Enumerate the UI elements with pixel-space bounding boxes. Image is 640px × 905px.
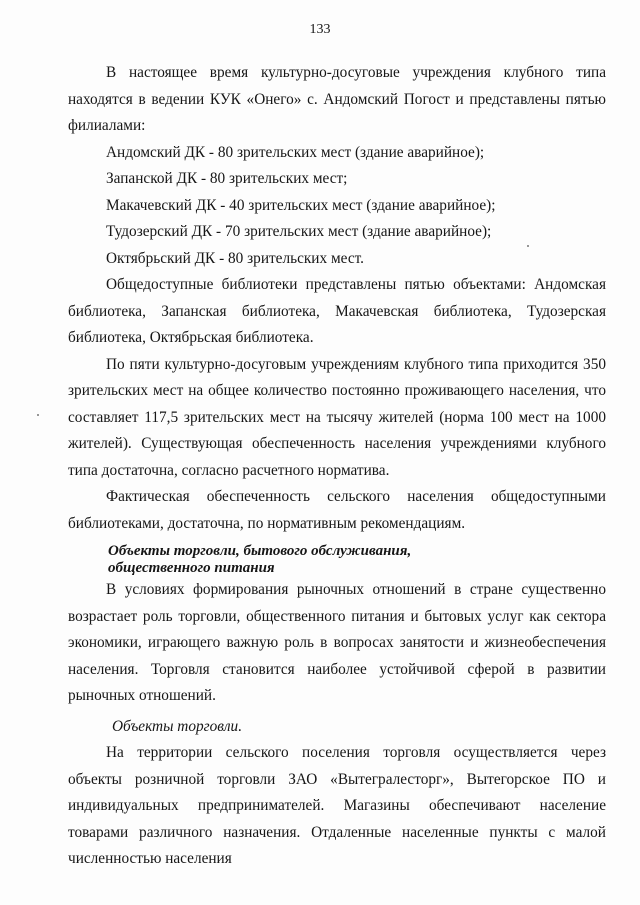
scan-speck [527,245,529,247]
list-item: Тудозерский ДК - 70 зрительских мест (здание аварийное); [106,223,492,240]
libraries-paragraph: Общедоступные библиотеки представлены пятью объектами: Андомская библиотека, Запанская библиотека, Макачевская библиотека, Тудозерская библиотека, Октябрьская библиотека. [68,276,606,346]
list-item: Андомский ДК - 80 зрительских мест (здание аварийное); [106,143,485,161]
trade-paragraph: На территории сельского поселения торговля осуществляется через объекты розничной торговли ЗАО «Вытегралесторг», Вытегорское ПО и индивидуальных предпринимателей. Магазины обеспечивают население товарами различного назначения. Отдаленные населенные пункты с малой численностью населения [68,744,606,867]
subsection-heading: Объекты торговли. [112,717,243,735]
page-number: 133 [309,22,331,37]
list-item: Макачевский ДК - 40 зрительских мест (здание аварийное); [106,196,496,214]
list-item: Запанской ДК - 80 зрительских мест; [106,170,348,187]
section-heading-line2: общественного питания [108,560,275,576]
section-heading-line1: Объекты торговли, бытового обслуживания, [108,543,412,559]
section-heading [68,543,606,577]
scan-speck [37,414,39,416]
document-body [68,60,606,873]
library-provision-paragraph: Фактическая обеспеченность сельского населения общедоступными библиотеками, достаточна, по нормативным рекомендациям. [68,488,606,532]
list-item: Октябрьский ДК - 80 зрительских мест. [106,249,364,267]
intro-paragraph: В настоящее время культурно-досуговые учреждения клубного типа находятся в ведении КУК «Онего» с. Андомский Погост и представлены пятью филиалами: [68,64,606,134]
branch-list [68,140,606,273]
seats-paragraph: По пяти культурно-досуговым учреждениям клубного типа приходится 350 зрительских мест на общее количество постоянно проживающего населения, что составляет 117,5 зрительских мест на тысячу жителей (норма 100 мест на 1000 жителей). Существующая обеспеченность населения учреждениями клубного типа достаточна, согласно расчетного норматива. [68,355,606,479]
market-paragraph: В условиях формирования рыночных отношений в стране существенно возрастает роль торговли, общественного питания и бытовых услуг как сектора экономики, играющего важную роль в вопросах занятости и жизнеобеспечения населения. Торговля становится наиболее устойчивой сферой в развитии рыночных отношений. [68,581,606,704]
